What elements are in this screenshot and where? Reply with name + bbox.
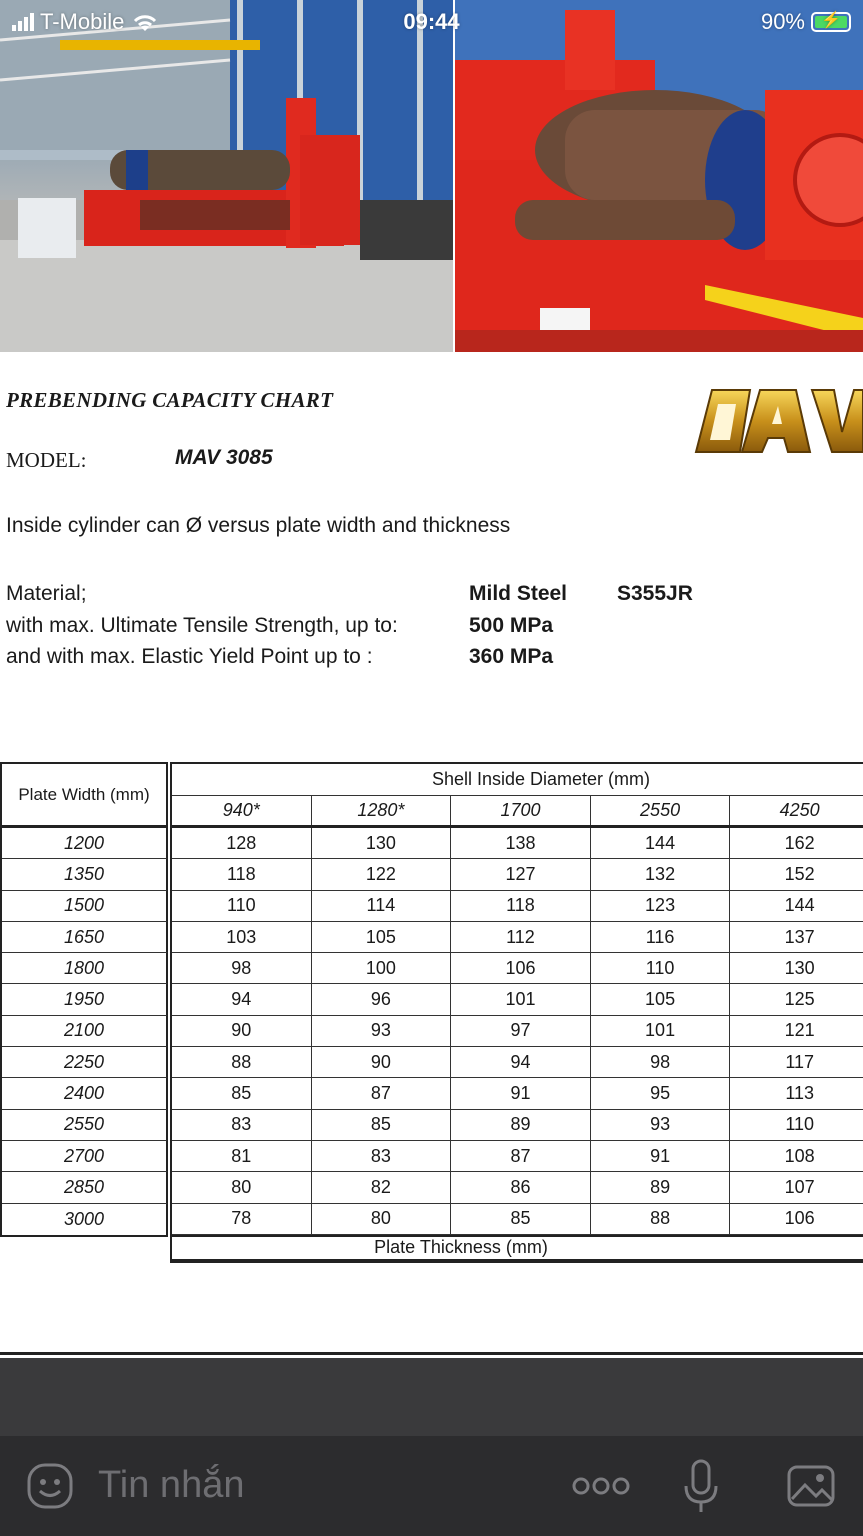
thickness-cell: 121	[730, 1016, 863, 1046]
thickness-cell: 85	[312, 1110, 452, 1140]
microphone-icon[interactable]	[682, 1458, 720, 1516]
plate-width-cell: 1800	[2, 953, 168, 984]
thickness-cell: 110	[591, 953, 731, 983]
thickness-cell: 85	[451, 1204, 591, 1234]
uts-value: 500 MPa	[469, 614, 554, 637]
thickness-cell: 137	[730, 922, 863, 952]
plate-width-cell: 1200	[2, 828, 168, 859]
plate-width-cell: 3000	[2, 1204, 168, 1235]
document-title: PREBENDING CAPACITY CHART	[6, 388, 334, 412]
plate-width-column	[0, 762, 168, 1237]
thickness-cell: 103	[172, 922, 312, 952]
thickness-cell: 118	[172, 859, 312, 889]
carrier-name: T-Mobile	[40, 9, 125, 34]
model-label: MODEL:	[6, 448, 87, 472]
thickness-cell: 95	[591, 1078, 731, 1108]
thickness-cell: 112	[451, 922, 591, 952]
thickness-cell: 106	[730, 1204, 863, 1234]
thickness-cell: 90	[312, 1047, 452, 1077]
table-row	[172, 1016, 863, 1047]
machine-photo-right[interactable]	[455, 0, 863, 352]
message-area	[0, 1358, 863, 1436]
material-value: Mild Steel	[469, 582, 568, 605]
thickness-cell: 98	[591, 1047, 731, 1077]
battery-icon	[811, 12, 851, 32]
status-bar	[0, 0, 863, 44]
diameter-column-header: 1700	[451, 796, 591, 825]
battery-group	[761, 9, 851, 35]
thickness-cell: 110	[730, 1110, 863, 1140]
thickness-cell: 88	[172, 1047, 312, 1077]
machine-photo-left[interactable]	[0, 0, 453, 352]
table-row	[172, 1172, 863, 1203]
thickness-cell: 78	[172, 1204, 312, 1234]
thickness-cell: 108	[730, 1141, 863, 1171]
table-row	[172, 1078, 863, 1109]
uts-row	[6, 614, 554, 638]
emoji-icon[interactable]	[26, 1462, 74, 1510]
plate-width-cell: 1650	[2, 922, 168, 953]
thickness-cell: 96	[312, 984, 452, 1014]
image-bottom-edge	[0, 1352, 863, 1355]
thickness-cell: 86	[451, 1172, 591, 1202]
thickness-cell: 138	[451, 828, 591, 858]
thickness-cell: 91	[591, 1141, 731, 1171]
table-row	[172, 1047, 863, 1078]
thickness-cell: 107	[730, 1172, 863, 1202]
thickness-cell: 83	[312, 1141, 452, 1171]
thickness-cell: 122	[312, 859, 452, 889]
thickness-cell: 117	[730, 1047, 863, 1077]
table-row	[172, 1141, 863, 1172]
plate-width-header: Plate Width (mm)	[2, 764, 168, 828]
thickness-cell: 106	[451, 953, 591, 983]
thickness-cell: 81	[172, 1141, 312, 1171]
thickness-cell: 152	[730, 859, 863, 889]
thickness-cell: 80	[172, 1172, 312, 1202]
table-row	[172, 984, 863, 1015]
thickness-cell: 94	[172, 984, 312, 1014]
thickness-cell: 114	[312, 891, 452, 921]
thickness-cell: 128	[172, 828, 312, 858]
table-row	[172, 828, 863, 859]
thickness-cell: 88	[591, 1204, 731, 1234]
thickness-cell: 101	[591, 1016, 731, 1046]
thickness-cell: 91	[451, 1078, 591, 1108]
battery-percent: 90%	[760, 9, 805, 34]
factory-scene	[0, 0, 453, 352]
thickness-cell: 116	[591, 922, 731, 952]
diameter-group-header: Shell Inside Diameter (mm)	[172, 764, 863, 796]
diameter-column-header: 1280*	[312, 796, 452, 825]
yield-label: and with max. Elastic Yield Point up to :	[6, 645, 373, 668]
thickness-cell: 89	[451, 1110, 591, 1140]
thickness-cell: 118	[451, 891, 591, 921]
thickness-cell: 113	[730, 1078, 863, 1108]
table-row	[172, 953, 863, 984]
thickness-cell: 89	[591, 1172, 731, 1202]
chart-subtitle: Inside cylinder can Ø versus plate width and thickness	[6, 514, 511, 537]
charging-bolt-icon: ⚡	[821, 12, 841, 29]
thickness-cell: 83	[172, 1110, 312, 1140]
model-value: MAV 3085	[175, 446, 273, 469]
thickness-cell: 85	[172, 1078, 312, 1108]
thickness-cell: 130	[730, 953, 863, 983]
thickness-cell: 110	[172, 891, 312, 921]
plate-width-cell: 2550	[2, 1110, 168, 1141]
plate-width-cell: 2400	[2, 1078, 168, 1109]
thickness-cell: 132	[591, 859, 731, 889]
thickness-cell: 144	[591, 828, 731, 858]
thickness-cell: 87	[312, 1078, 452, 1108]
image-icon[interactable]	[786, 1461, 836, 1511]
thickness-cell: 100	[312, 953, 452, 983]
thickness-cell: 93	[312, 1016, 452, 1046]
table-row	[172, 922, 863, 953]
thickness-cell: 87	[451, 1141, 591, 1171]
table-row	[172, 1204, 863, 1235]
thickness-grid	[170, 762, 863, 1263]
thickness-cell: 123	[591, 891, 731, 921]
clock: 09:44	[403, 9, 460, 34]
plate-thickness-footer: Plate Thickness (mm)	[172, 1235, 863, 1261]
plate-width-cell: 2850	[2, 1172, 168, 1203]
yield-value: 360 MPa	[469, 645, 554, 668]
table-row	[172, 1110, 863, 1141]
thickness-cell: 162	[730, 828, 863, 858]
message-input[interactable]: Tin nhắn	[98, 1464, 245, 1506]
thickness-cell: 105	[591, 984, 731, 1014]
thickness-cell: 127	[451, 859, 591, 889]
diameter-column-header: 940*	[172, 796, 312, 825]
material-grade: S355JR	[617, 582, 693, 605]
thickness-cell: 80	[312, 1204, 452, 1234]
plate-width-cell: 2700	[2, 1141, 168, 1172]
diameter-column-header: 2550	[591, 796, 731, 825]
thickness-cell: 105	[312, 922, 452, 952]
brand-logo	[692, 382, 863, 460]
thickness-cell: 144	[730, 891, 863, 921]
material-row	[6, 582, 693, 606]
table-row	[172, 859, 863, 890]
thickness-cell: 130	[312, 828, 452, 858]
plate-width-cell: 1950	[2, 984, 168, 1015]
roller-closeup	[455, 0, 863, 352]
plate-width-cell: 2250	[2, 1047, 168, 1078]
composer-bar	[0, 1436, 863, 1536]
plate-width-cell: 2100	[2, 1016, 168, 1047]
thickness-cell: 98	[172, 953, 312, 983]
table-row	[172, 891, 863, 922]
thickness-cell: 125	[730, 984, 863, 1014]
thickness-cell: 97	[451, 1016, 591, 1046]
thickness-cell: 82	[312, 1172, 452, 1202]
plate-width-cell: 1350	[2, 859, 168, 890]
uts-label: with max. Ultimate Tensile Strength, up to:	[6, 614, 398, 637]
thickness-cell: 93	[591, 1110, 731, 1140]
plate-width-cell: 1500	[2, 891, 168, 922]
more-icon[interactable]	[572, 1474, 630, 1498]
material-label: Material;	[6, 582, 87, 605]
diameter-column-header: 4250	[730, 796, 863, 825]
thickness-cell: 101	[451, 984, 591, 1014]
yield-row	[6, 645, 554, 669]
thickness-cell: 90	[172, 1016, 312, 1046]
photo-header[interactable]	[0, 0, 863, 352]
thickness-cell: 94	[451, 1047, 591, 1077]
